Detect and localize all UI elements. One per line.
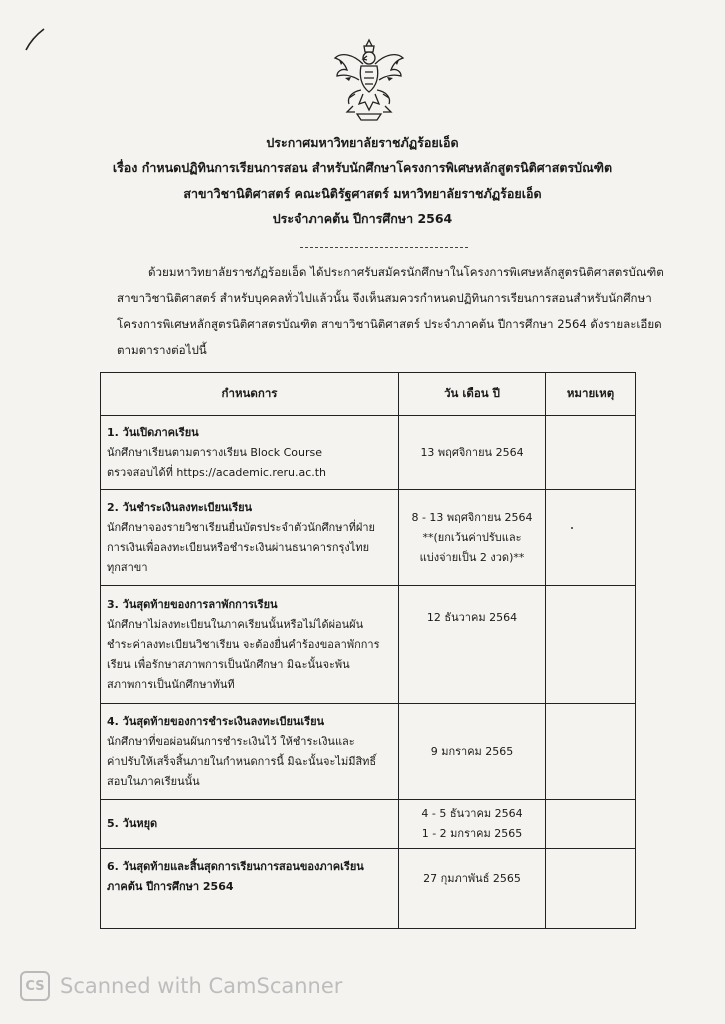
date-note: แบ่งจ่ายเป็น 2 งวด)** [419,550,525,564]
event-title: 3. วันสุดท้ายของการลาพักการเรียน [107,597,278,611]
date-cell [399,490,546,586]
event-detail: นักศึกษาเรียนตามตารางเรียน Block Course [107,445,323,459]
intro-line-3: โครงการพิเศษหลักสูตรนิติศาสตรบัณฑิต สาขาวิชานิติศาสตร์ ประจำภาคต้น ปีการศึกษา 2564 ดังรายละเอียด [117,317,662,331]
event-title: 6. วันสุดท้ายและสิ้นสุดการเรียนการสอนของภาคเรียน [107,860,364,873]
separator-line [300,247,468,248]
announcement-title: ประกาศมหาวิทยาลัยราชภัฏร้อยเอ็ด [266,135,459,150]
table-row [101,800,636,849]
event-detail: สภาพการเป็นนักศึกษาทันที [107,677,235,691]
event-cell [101,416,399,490]
event-title: 1. วันเปิดภาคเรียน [107,425,199,439]
event-cell [101,849,399,929]
event-cell [101,586,399,704]
event-detail: สอบในภาคเรียนนั้น [107,774,200,788]
announcement-subject: เรื่อง กำหนดปฏิทินการเรียนการสอน สำหรับนักศึกษาโครงการพิเศษหลักสูตรนิติศาสตรบัณฑิต [112,160,613,175]
date-text: 27 กุมภาพันธ์ 2565 [423,872,521,885]
note-cell [546,800,636,849]
header-note: หมายเหตุ [546,373,636,416]
announcement-term: ประจำภาคต้น ปีการศึกษา 2564 [272,211,453,226]
schedule-table [100,372,636,929]
announcement-department: สาขาวิชานิติศาสตร์ คณะนิติรัฐศาสตร์ มหาวิทยาลัยราชภัฏร้อยเอ็ด [183,186,542,201]
header-event: กำหนดการ [101,373,399,416]
camscanner-logo-icon: CS [20,971,50,1001]
table-row [101,416,636,490]
header-date: วัน เดือน ปี [399,373,546,416]
date-cell [399,704,546,800]
table-row [101,586,636,704]
event-detail: นักศึกษาไม่ลงทะเบียนในภาคเรียนนั้นหรือไม่ได้ผ่อนผัน [107,617,364,631]
table-header-row [101,373,636,416]
note-cell [546,586,636,704]
intro-line-4: ตามตารางต่อไปนี้ [117,343,207,357]
intro-line-1: ด้วยมหาวิทยาลัยราชภัฏร้อยเอ็ด ได้ประกาศรับสมัครนักศึกษาในโครงการพิเศษหลักสูตรนิติศาสตรบัณฑิต [148,265,664,279]
scanner-watermark [20,970,342,1002]
camscanner-text: Scanned with CamScanner [60,974,343,998]
note-cell [546,704,636,800]
note-cell [546,416,636,490]
event-detail: เรียน เพื่อรักษาสภาพการเป็นนักศึกษา มิฉะนั้นจะพ้น [107,657,350,671]
event-title: 5. วันหยุด [107,817,158,830]
event-detail: ค่าปรับให้เสร็จสิ้นภายในกำหนดการนี้ มิฉะนั้นจะไม่มีสิทธิ์ [107,754,377,768]
date-text: 13 พฤศจิกายน 2564 [420,445,524,459]
table-row [101,849,636,929]
event-detail: นักศึกษาจองรายวิชาเรียนยื่นบัตรประจำตัวนักศึกษาที่ฝ่าย [107,520,375,534]
date-text: 9 มกราคม 2565 [430,744,514,758]
table-row [101,704,636,800]
date-text: 4 - 5 ธันวาคม 2564 [421,807,523,820]
event-cell [101,800,399,849]
event-title: 4. วันสุดท้ายของการชำระเงินลงทะเบียนเรียน [107,714,325,728]
intro-line-2: สาขาวิชานิติศาสตร์ สำหรับบุคคลทั่วไปแล้วนั้น จึงเห็นสมควรกำหนดปฏิทินการเรียนการสอนสำหรับนักศึกษา [117,291,652,305]
date-text: 1 - 2 มกราคม 2565 [421,827,523,840]
note-cell [546,849,636,929]
event-detail: นักศึกษาที่ขอผ่อนผันการชำระเงินไว้ ให้ชำระเงินและ [107,734,355,748]
date-text: 12 ธันวาคม 2564 [426,611,518,624]
event-detail: การเงินเพื่อลงทะเบียนหรือชำระเงินผ่านธนาคารกรุงไทย [107,540,370,554]
event-cell [101,490,399,586]
pen-mark [22,26,50,54]
date-note: **(ยกเว้นค่าปรับและ [422,530,522,544]
event-detail: ตรวจสอบได้ที่ https://academic.reru.ac.th [107,465,327,479]
event-detail: ทุกสาขา [107,560,148,574]
table-row [101,490,636,586]
garuda-emblem-icon [331,34,407,124]
date-cell [399,416,546,490]
date-cell [399,800,546,849]
date-cell [399,586,546,704]
date-cell [399,849,546,929]
stray-dot [571,527,573,529]
event-title: 2. วันชำระเงินลงทะเบียนเรียน [107,500,253,514]
event-detail: ภาคต้น ปีการศึกษา 2564 [107,880,234,893]
note-cell [546,490,636,586]
event-detail: ชำระค่าลงทะเบียนวิชาเรียน จะต้องยื่นคำร้องขอลาพักการ [107,637,380,651]
date-text: 8 - 13 พฤศจิกายน 2564 [411,510,533,524]
event-cell [101,704,399,800]
